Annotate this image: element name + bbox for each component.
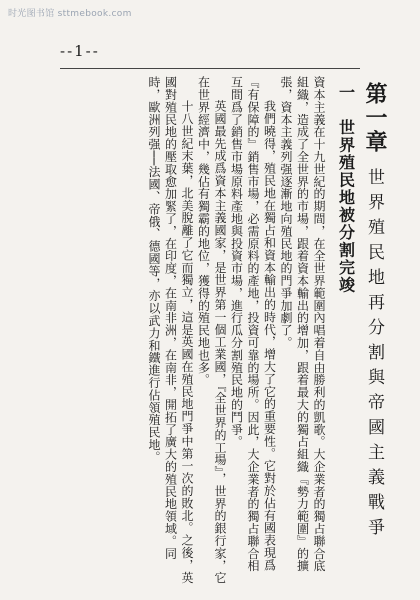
chapter-heading <box>362 82 387 584</box>
chapter-label: 第一章 <box>362 82 387 154</box>
chapter-subtitle: 世界殖民地再分割與帝國主義戰爭 <box>364 168 384 543</box>
page-number: --1-- <box>60 42 100 60</box>
paragraph-3: 英國最先成爲資本主義國家，是世界第一個工業國，『全世界的工場』，世界的銀行家，它在世界經濟中，幾佔有獨霸的地位，獲得的殖民地也多。 <box>196 76 227 584</box>
site-watermark: 时光图书馆 sttmebook.com <box>8 9 132 19</box>
section-heading: 一 世界殖民地被分割完竣 <box>336 84 356 294</box>
paragraph-4: 十八世紀末葉，北美脫離了它而獨立，這是英國在殖民地門爭中第一次的敗北。之後，英國對殖民地的壓取愈加緊了，在印度，在南非洲，在南非，開拓了廣大的殖民地領域。同時，歐洲列强──法國、帝俄、德國等，亦以武力和鐵進行佔領殖民地。 <box>147 76 194 584</box>
paragraph-2: 我們曉得，殖民地在獨占和資本輸出的時代，增大了它的重要性。它對於佔有國表現爲『有保障的』銷售市場，必需原料的產地，投資可靠的場所。因此，大企業者的獨占聯合相互間爲了銷售市場原料產地與投資市場，進行瓜分割殖民地的鬥爭。 <box>229 76 277 572</box>
paragraph-1: 資本主義在十九世紀的期間，在全世界範圍內唱着自由勝利的凱歌。大企業者的獨占聯合底組織，造成了全世界的市場，跟着資本輸出的增加，跟着最大的獨占組織『勢力範圍』的擴張，資本主義列强逐漸地向殖民地的門爭加劇了。 <box>279 76 326 572</box>
vertical-text-body <box>38 76 387 584</box>
